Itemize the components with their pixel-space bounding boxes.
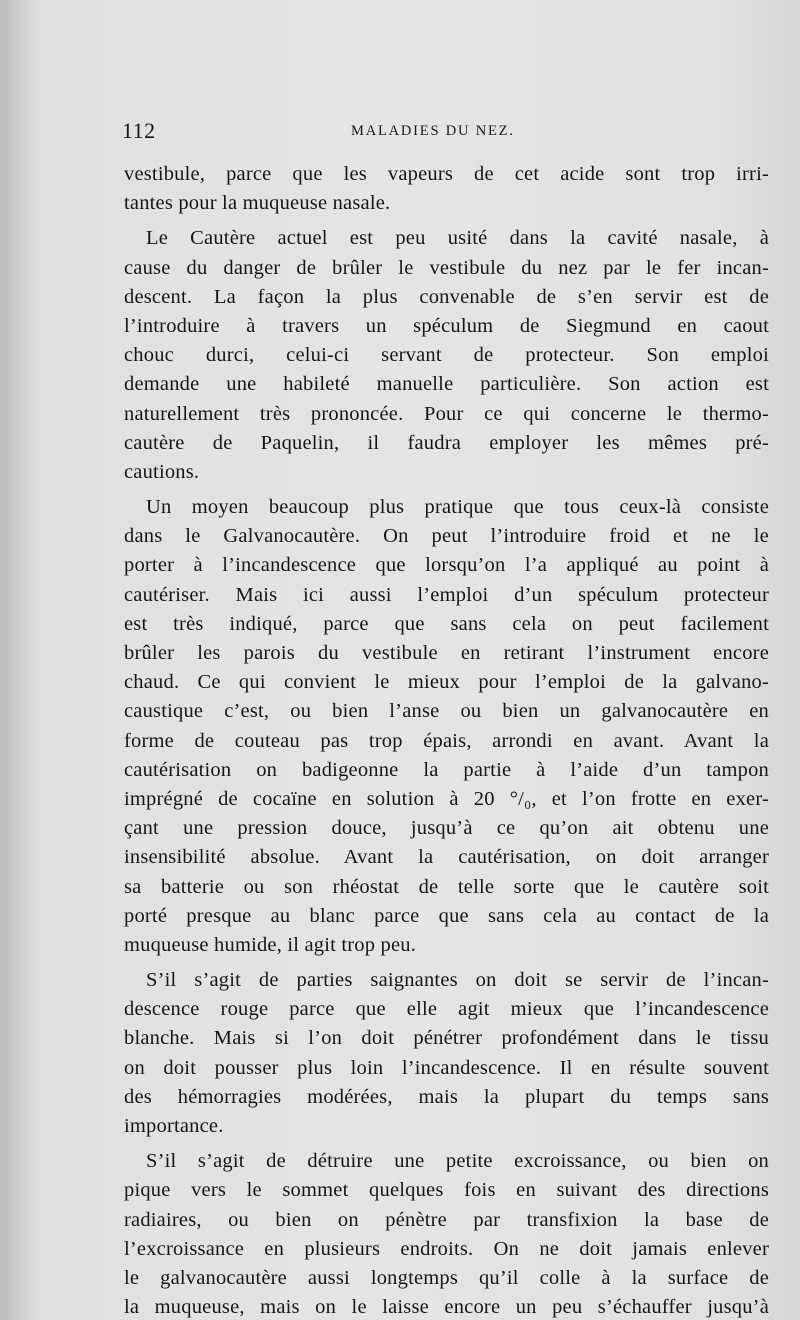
text-line: l’excroissance en plusieurs endroits. On ne doit jamais enlever xyxy=(124,1237,769,1260)
text-line: tantes pour la muqueuse nasale. xyxy=(124,192,391,215)
text-line: insensibilité absolue. Avant la cautérisation, on doit arranger xyxy=(124,846,769,869)
text-line: çant une pression douce, jusqu’à ce qu’on ait obtenu une xyxy=(124,817,769,840)
text-line: est très indiqué, parce que sans cela on peut facilement xyxy=(124,612,769,635)
text-line: imprégné de cocaïne en solution à 20 °/₀, et l’on frotte en exer- xyxy=(124,787,769,810)
text-line: porté presque au blanc parce que sans cela au contact de la xyxy=(124,904,769,927)
text-line: brûler les parois du vestibule en retirant l’instrument encore xyxy=(124,642,769,664)
text-line: muqueuse humide, il agit trop peu. xyxy=(124,933,417,956)
text-line: descence rouge parce que elle agit mieux que l’incandescence xyxy=(124,998,769,1021)
body-text xyxy=(124,160,769,1320)
text-line: blanche. Mais si l’on doit pénétrer profondément dans le tissu xyxy=(124,1027,769,1050)
text-line: Le Cautère actuel est peu usité dans la cavité nasale, à xyxy=(146,227,769,250)
text-line: Un moyen beaucoup plus pratique que tous ceux-là consiste xyxy=(146,496,769,519)
text-line: demande une habileté manuelle particulière. Son action est xyxy=(124,373,769,396)
text-line: la muqueuse, mais on le laisse encore un peu s’échauffer jusqu’à xyxy=(124,1296,769,1319)
text-line: sa batterie ou son rhéostat de telle sorte que le cautère soit xyxy=(124,875,769,898)
text-line: des hémorragies modérées, mais la plupart du temps sans xyxy=(124,1085,769,1108)
text-line: cause du danger de brûler le vestibule du nez par le fer incan- xyxy=(124,256,769,279)
text-line: S’il s’agit de parties saignantes on doit se servir de l’incan- xyxy=(146,969,769,992)
text-line: forme de couteau pas trop épais, arrondi en avant. Avant la xyxy=(124,729,769,752)
page-header xyxy=(122,118,772,148)
text-line: l’introduire à travers un spéculum de Siegmund en caout xyxy=(124,314,769,337)
text-line: naturellement très prononcée. Pour ce qui concerne le thermo- xyxy=(124,402,769,425)
text-line: le galvanocautère aussi longtemps qu’il colle à la surface de xyxy=(124,1266,769,1289)
running-head: MALADIES DU NEZ. xyxy=(351,123,515,139)
text-line: descent. La façon la plus convenable de s’en servir est de xyxy=(124,285,769,308)
text-line: porter à l’incandescence que lorsqu’on l’a appliqué au point à xyxy=(124,554,769,577)
text-line: cautériser. Mais ici aussi l’emploi d’un spéculum protecteur xyxy=(124,583,769,606)
text-line: pique vers le sommet quelques fois en suivant des directions xyxy=(124,1179,769,1202)
text-line: chaud. Ce qui convient le mieux pour l’emploi de la galvano- xyxy=(124,671,769,694)
text-line: radiaires, ou bien on pénètre par transfixion la base de xyxy=(124,1208,769,1231)
page-number: 112 xyxy=(122,118,156,143)
text-line: caustique c’est, ou bien l’anse ou bien un galvanocautère en xyxy=(124,700,769,723)
text-line: cautions. xyxy=(124,460,200,483)
text-line: cautère de Paquelin, il faudra employer les mêmes pré- xyxy=(124,431,769,454)
text-line: dans le Galvanocautère. On peut l’introduire froid et ne le xyxy=(124,525,769,548)
text-line: importance. xyxy=(124,1115,224,1137)
text-line: on doit pousser plus loin l’incandescence. Il en résulte souvent xyxy=(124,1056,769,1079)
text-line: chouc durci, celui-ci servant de protecteur. Son emploi xyxy=(124,344,769,367)
text-line: cautérisation on badigeonne la partie à l’aide d’un tampon xyxy=(124,758,769,781)
text-line: vestibule, parce que les vapeurs de cet acide sont trop irri- xyxy=(124,163,769,185)
text-line: S’il s’agit de détruire une petite excroissance, ou bien on xyxy=(146,1150,769,1173)
